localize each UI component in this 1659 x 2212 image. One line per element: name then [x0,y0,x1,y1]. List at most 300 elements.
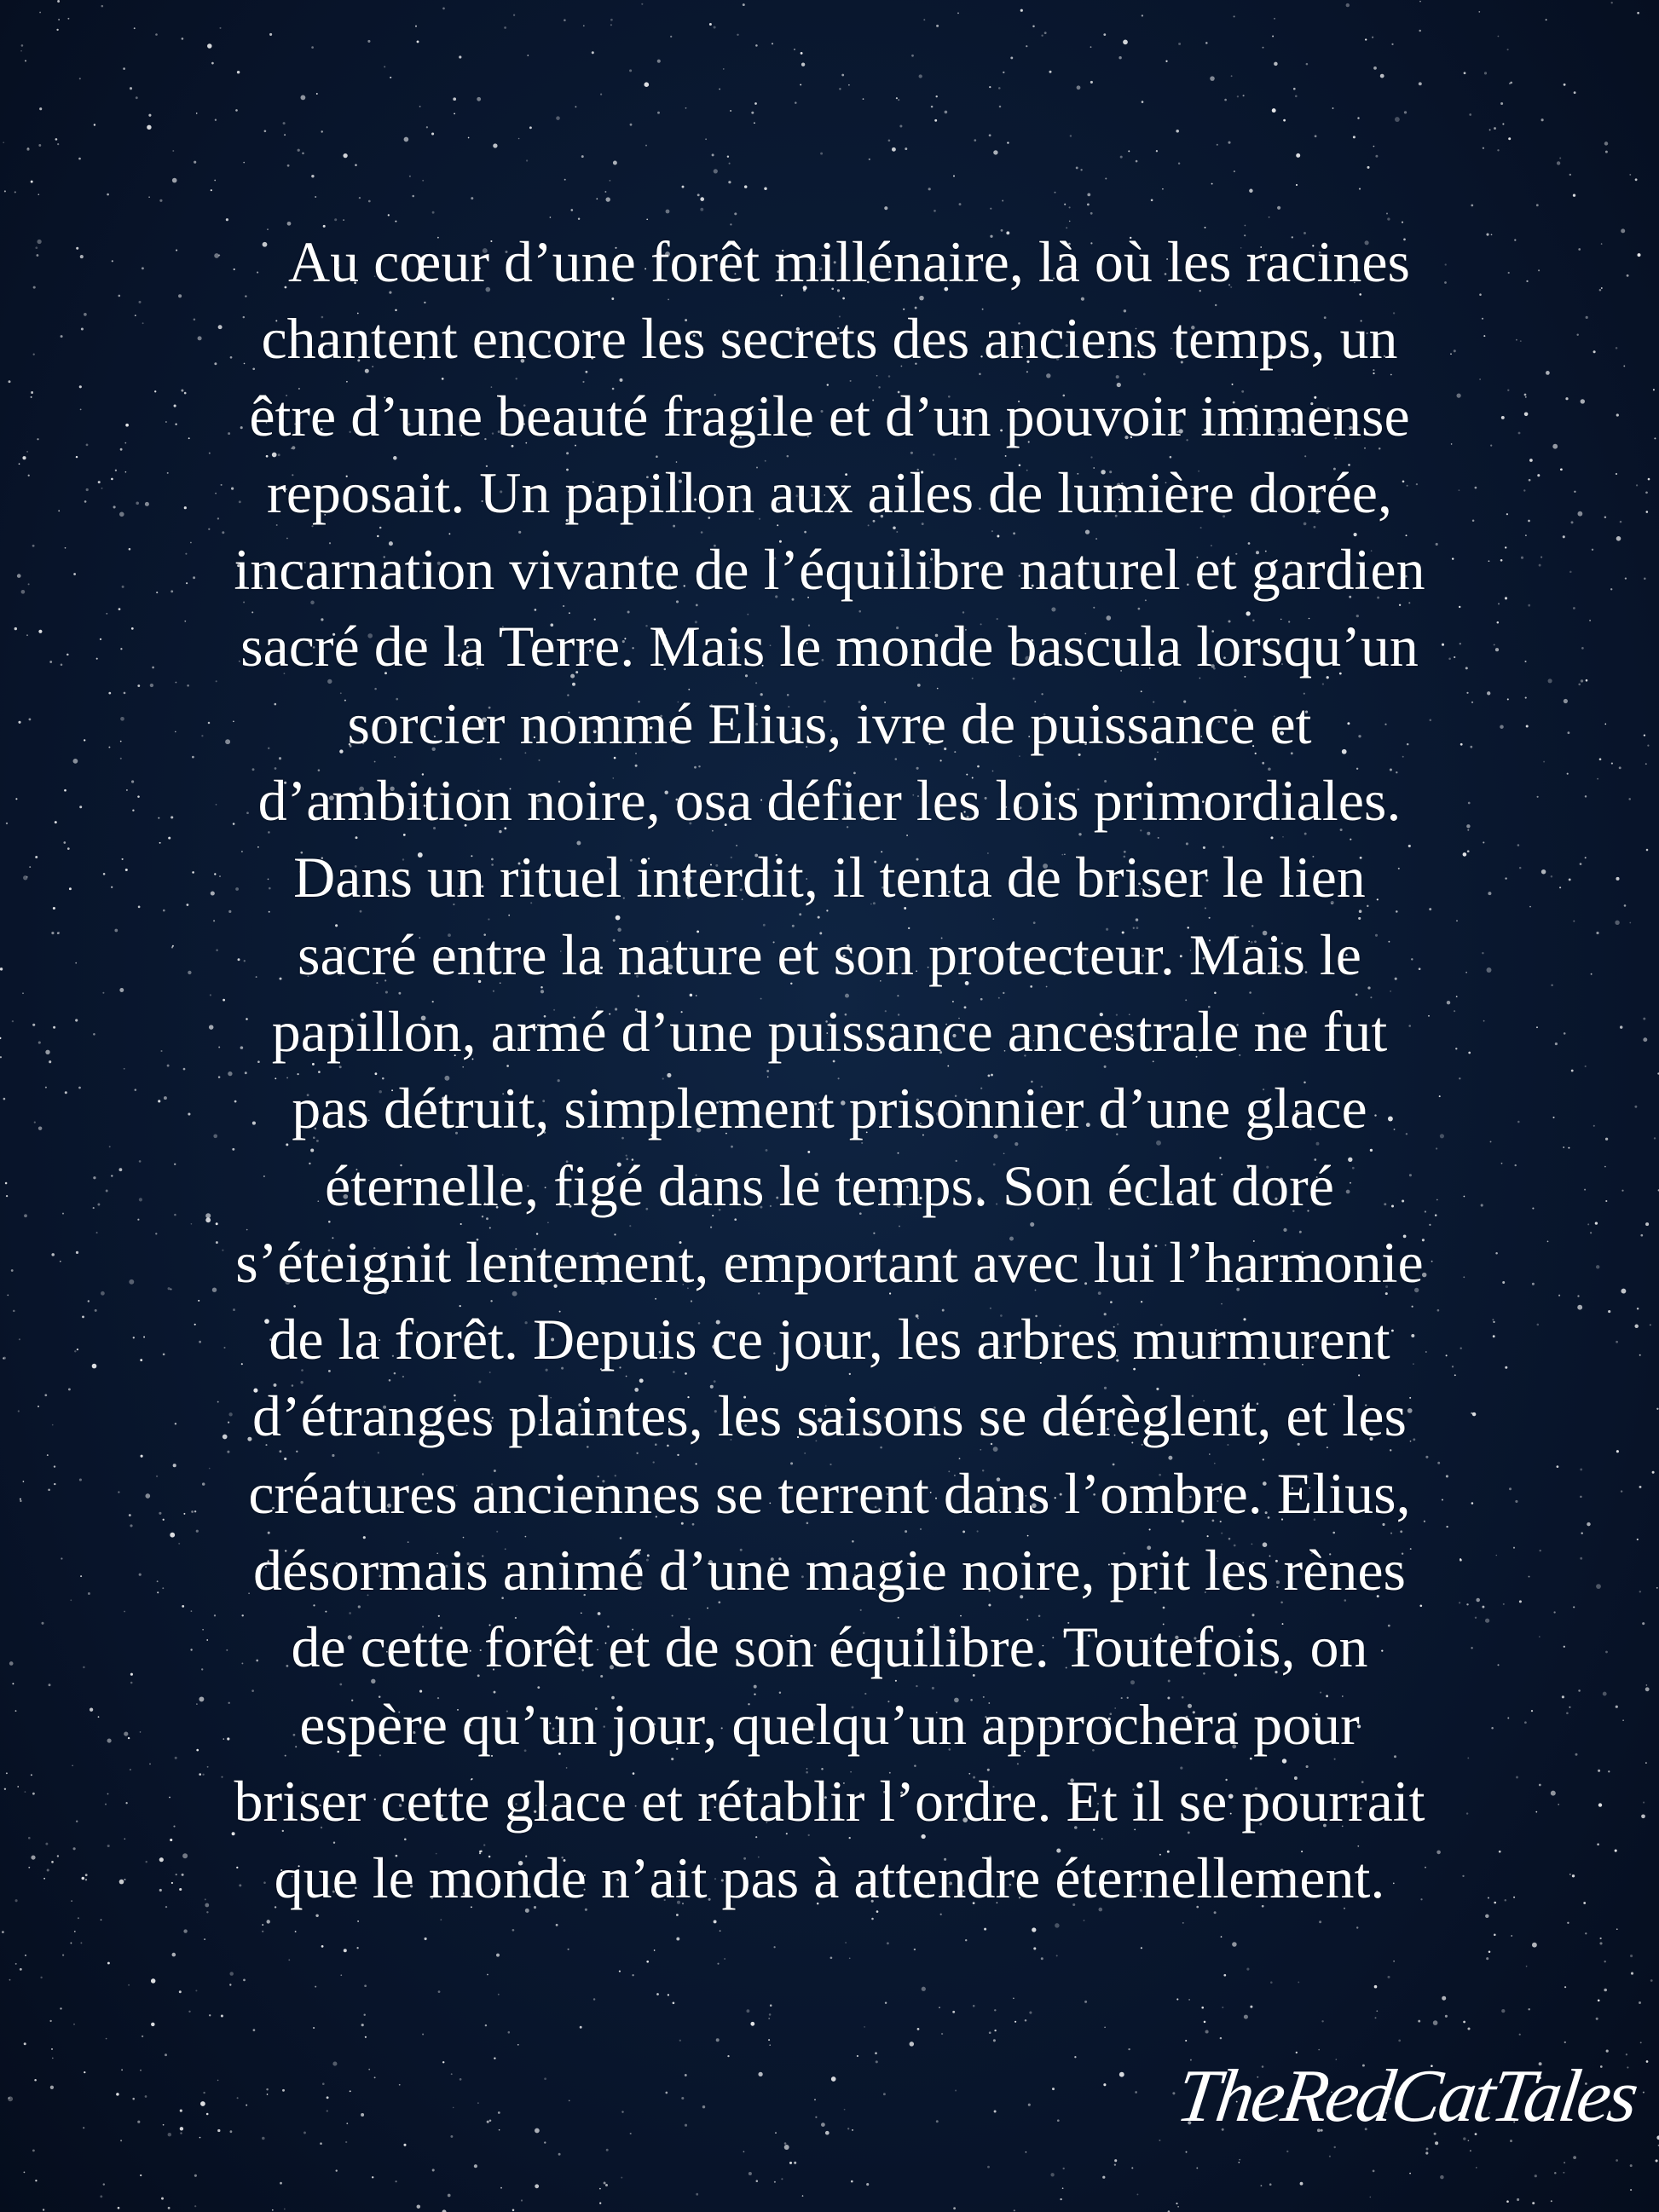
star-dot [989,2031,991,2034]
story-line: d’ambition noire, osa défier les lois primordiales. [257,768,1402,834]
star-dot [1497,36,1499,38]
star-dot [303,2132,306,2134]
star-dot [64,789,66,792]
star-dot [1656,1408,1658,1410]
star-dot [596,198,598,199]
star-dot [965,1939,967,1941]
star-dot [1044,32,1047,34]
star-dot [101,1919,102,1920]
star-dot [1536,204,1539,206]
star-dot [1028,2104,1031,2106]
star-dot [756,2180,759,2182]
star-dot [1560,469,1562,471]
star-dot [365,2036,367,2038]
star-dot [1419,82,1422,85]
star-dot [221,2014,223,2017]
story-line: que le monde n’ait pas à attendre éternellement. [274,1845,1385,1911]
star-dot [673,2001,675,2004]
star-dot [1376,2010,1378,2012]
star-dot [1210,76,1215,81]
star-dot [896,97,898,99]
star-dot [994,2009,996,2011]
star-dot [1494,127,1496,130]
star-dot [417,40,419,43]
star-dot [103,2183,105,2185]
star-dot [51,1253,55,1256]
star-dot [26,634,28,636]
star-dot [116,2093,119,2096]
star-dot [1578,511,1583,517]
star-dot [313,2027,315,2029]
star-dot [1558,1295,1560,1297]
star-dot [743,2151,745,2152]
star-dot [168,2133,171,2136]
star-dot [1557,161,1560,165]
star-dot [32,1793,35,1795]
star-dot [62,1213,64,1215]
star-dot [1103,2083,1106,2086]
star-dot [1185,2040,1187,2042]
star-dot [364,1984,367,1987]
star-dot [518,138,520,140]
star-dot [919,74,922,78]
star-dot [1656,2159,1658,2162]
star-dot [1105,177,1107,179]
star-dot [1616,413,1619,416]
star-dot [25,60,26,61]
star-dot [485,2024,487,2026]
star-dot [14,191,16,193]
star-dot [1610,588,1612,590]
star-dot [1654,1137,1656,1139]
star-dot [61,664,63,667]
star-dot [1642,1622,1645,1625]
star-dot [610,180,611,182]
star-dot [632,1974,633,1976]
star-dot [1274,18,1275,20]
star-dot [54,1483,55,1485]
star-dot [959,203,962,205]
star-dot [621,2111,623,2112]
star-dot [55,821,57,823]
star-dot [180,2132,182,2134]
star-dot [802,2195,804,2197]
star-dot [899,124,902,127]
star-dot [302,152,304,154]
star-dot [876,2060,878,2063]
star-dot [1621,1490,1622,1492]
star-dot [1374,1985,1378,1989]
star-dot [1558,1804,1559,1805]
star-dot [431,132,434,135]
star-dot [23,1481,25,1482]
star-dot [51,2048,53,2050]
star-dot [107,193,109,196]
star-dot [1598,1770,1600,1772]
star-dot [1329,2156,1331,2157]
star-dot [128,1984,130,1986]
star-dot [237,2097,239,2099]
star-dot [866,2183,869,2186]
star-dot [973,2005,975,2007]
star-dot [1645,763,1647,765]
star-dot [140,2174,142,2176]
star-dot [1598,1803,1602,1806]
star-dot [864,2026,865,2028]
star-dot [356,1947,358,1949]
star-dot [1500,102,1503,105]
star-dot [96,1232,98,1233]
star-dot [1239,2159,1240,2161]
star-dot [1483,147,1484,149]
star-dot [262,1924,263,1926]
star-dot [1373,66,1377,70]
star-dot [1586,316,1588,319]
star-dot [182,38,184,40]
star-dot [1608,1310,1610,1313]
star-dot [1014,2021,1016,2023]
star-dot [206,2113,209,2116]
star-dot [984,1928,986,1931]
star-dot [1569,174,1571,176]
star-dot [526,159,528,161]
star-dot [512,1929,515,1932]
star-dot [57,143,59,145]
star-dot [1616,473,1617,475]
star-dot [214,180,216,182]
star-dot [0,967,3,970]
star-dot [1087,203,1090,205]
star-dot [84,2071,85,2073]
star-dot [989,86,991,88]
star-dot [1380,74,1384,78]
star-dot [1654,437,1656,439]
star-dot [1298,1981,1299,1983]
star-dot [1494,1934,1496,1937]
star-dot [12,1020,14,1022]
star-dot [130,87,132,90]
story-line: d’étranges plaintes, les saisons se dérèglent, et les [252,1383,1407,1449]
star-dot [754,122,755,124]
star-dot [839,88,841,90]
star-dot [3,141,4,143]
star-dot [85,1879,87,1880]
star-dot [939,2007,940,2008]
star-dot [487,2121,489,2123]
story-line: chantent encore les secrets des anciens temps, un [261,306,1398,372]
star-dot [1517,2198,1519,2201]
star-dot [1628,798,1631,800]
star-dot [168,2207,171,2209]
star-dot [1546,19,1547,20]
star-dot [1572,1874,1575,1877]
star-dot [1391,43,1393,45]
star-dot [1564,1646,1565,1648]
star-dot [1204,2021,1206,2024]
star-dot [453,2107,454,2109]
star-dot [403,2144,406,2146]
star-dot [33,354,35,355]
star-dot [67,847,70,850]
star-dot [1573,194,1575,197]
author-signature: TheRedCatTales [1171,2055,1641,2138]
star-dot [204,1938,205,1940]
star-dot [1211,183,1213,185]
star-dot [657,60,661,63]
star-dot [714,1920,717,1923]
star-dot [1596,1584,1601,1589]
star-dot [1604,1961,1606,1962]
star-dot [106,2038,107,2040]
star-dot [1013,1997,1014,1999]
star-dot [619,1971,621,1972]
star-dot [9,1661,14,1666]
star-dot [504,26,506,29]
star-dot [599,2188,601,2190]
star-dot [71,1900,72,1902]
star-dot [1508,137,1511,140]
story-line: reposait. Un papillon aux ailes de lumière dorée, [267,459,1392,525]
star-dot [31,1856,35,1860]
star-dot [1587,1223,1589,1225]
star-dot [287,165,290,167]
star-dot [65,547,66,549]
star-dot [98,1716,100,1718]
star-dot [1595,1222,1598,1224]
star-dot [211,62,214,65]
star-dot [20,1499,21,1500]
star-dot [1573,607,1575,609]
star-dot [1440,2175,1444,2180]
star-dot [564,19,566,21]
star-dot [605,197,610,201]
star-dot [43,1878,45,1880]
star-dot [1131,2167,1133,2169]
star-dot [311,175,314,177]
star-dot [38,1126,43,1130]
star-dot [568,1949,569,1950]
star-dot [1433,2020,1438,2025]
star-dot [863,98,864,100]
star-dot [1559,157,1561,159]
star-dot [769,2044,771,2046]
star-dot [38,193,39,195]
star-dot [1630,2189,1632,2191]
star-dot [875,2052,877,2054]
star-dot [934,119,937,122]
star-dot [610,19,613,21]
star-dot [755,44,758,47]
star-dot [332,2062,337,2066]
star-dot [769,2013,772,2016]
star-dot [1656,1587,1658,1589]
star-dot [1010,56,1013,59]
star-dot [1231,75,1233,77]
star-dot [322,2082,325,2085]
star-dot [922,1987,926,1991]
star-dot [1563,1146,1564,1148]
star-dot [852,2129,853,2131]
star-dot [1476,2167,1477,2169]
star-dot [1621,1289,1626,1294]
star-dot [1293,88,1296,90]
star-dot [825,2131,830,2135]
star-dot [1616,1706,1618,1708]
star-dot [1128,150,1130,152]
star-dot [13,1310,15,1313]
star-dot [194,2174,197,2177]
star-dot [1598,1999,1600,2001]
star-dot [53,1026,55,1029]
star-dot [460,2078,462,2081]
star-dot [45,1050,49,1054]
star-dot [605,2184,608,2186]
star-dot [1564,84,1566,86]
star-dot [1014,2209,1015,2211]
star-dot [723,68,725,70]
star-dot [93,1207,95,1209]
star-dot [1611,763,1613,765]
star-dot [535,2128,540,2134]
star-dot [1646,511,1649,513]
star-dot [928,188,931,190]
star-dot [283,122,286,124]
star-dot [118,2207,120,2209]
star-dot [1261,2185,1263,2186]
star-dot [1592,549,1593,551]
star-dot [580,2026,582,2029]
star-dot [36,254,38,257]
star-dot [38,1406,39,1407]
star-dot [73,2024,75,2025]
star-dot [1647,745,1649,747]
star-dot [417,2204,421,2209]
star-dot [229,1972,234,1976]
star-dot [9,2097,10,2099]
star-dot [1622,1719,1624,1721]
star-dot [1398,2040,1401,2042]
star-dot [1234,170,1235,172]
star-dot [50,2086,54,2089]
star-dot [243,162,245,164]
star-dot [284,134,286,136]
star-dot [203,2092,205,2094]
story-line: Au cœur d’une forêt millénaire, là où les racines [287,229,1411,294]
star-dot [700,208,703,211]
star-dot [550,217,552,218]
star-dot [493,143,497,147]
star-dot [1272,108,1276,113]
star-dot [558,2153,561,2156]
star-dot [885,2001,887,2003]
star-dot [298,149,300,152]
star-dot [5,1182,8,1185]
star-dot [350,2090,351,2092]
star-dot [1469,113,1471,116]
star-dot [468,137,470,139]
star-dot [1141,1947,1142,1949]
star-dot [1205,2030,1209,2033]
star-dot [1575,1753,1578,1756]
star-dot [1625,577,1627,579]
star-dot [51,1861,54,1863]
star-dot [1636,484,1638,486]
star-dot [851,2180,853,2183]
star-dot [145,2095,147,2098]
star-dot [32,545,35,547]
star-dot [1605,1200,1607,1202]
star-dot [1296,184,1298,186]
star-dot [728,181,731,183]
star-dot [73,759,78,764]
star-dot [1568,731,1570,734]
star-dot [1356,1926,1358,1928]
star-dot [1120,156,1123,159]
star-dot [31,181,33,183]
star-dot [1634,1325,1639,1329]
star-dot [1177,2206,1179,2208]
star-dot [815,2117,817,2118]
star-dot [1577,1305,1582,1310]
star-dot [1464,72,1466,74]
star-dot [253,2029,256,2031]
star-dot [440,1919,442,1920]
star-dot [57,933,59,934]
star-dot [471,197,473,199]
star-dot [57,0,60,3]
star-dot [388,214,390,216]
star-dot [1222,2007,1223,2008]
star-dot [58,510,60,511]
star-dot [831,2076,836,2082]
star-dot [96,658,98,660]
star-dot [606,2149,609,2151]
star-dot [656,1993,659,1995]
star-dot [230,2130,233,2133]
star-dot [775,2132,777,2134]
star-dot [1601,243,1603,245]
star-dot [404,137,409,142]
star-dot [621,2177,622,2179]
star-dot [20,1500,21,1502]
star-dot [1274,62,1278,66]
star-dot [569,2100,570,2102]
star-dot [29,719,32,721]
star-dot [438,1990,441,1993]
star-dot [1442,1996,1446,2001]
star-dot [73,1847,76,1850]
star-dot [1616,536,1621,541]
star-dot [570,209,573,211]
star-dot [390,77,391,78]
star-dot [442,2061,444,2063]
star-dot [1593,350,1596,353]
star-dot [794,49,795,50]
star-dot [1223,1974,1226,1977]
star-dot [1032,26,1035,28]
story-text-block [102,223,1557,1917]
star-dot [1564,2162,1565,2163]
star-dot [610,24,612,26]
star-dot [211,189,212,191]
star-dot [727,155,729,157]
star-dot [1599,1942,1602,1944]
star-dot [474,2164,477,2168]
star-dot [92,1364,97,1369]
star-dot [1596,2018,1598,2020]
star-dot [280,2182,282,2185]
star-dot [1597,778,1598,780]
